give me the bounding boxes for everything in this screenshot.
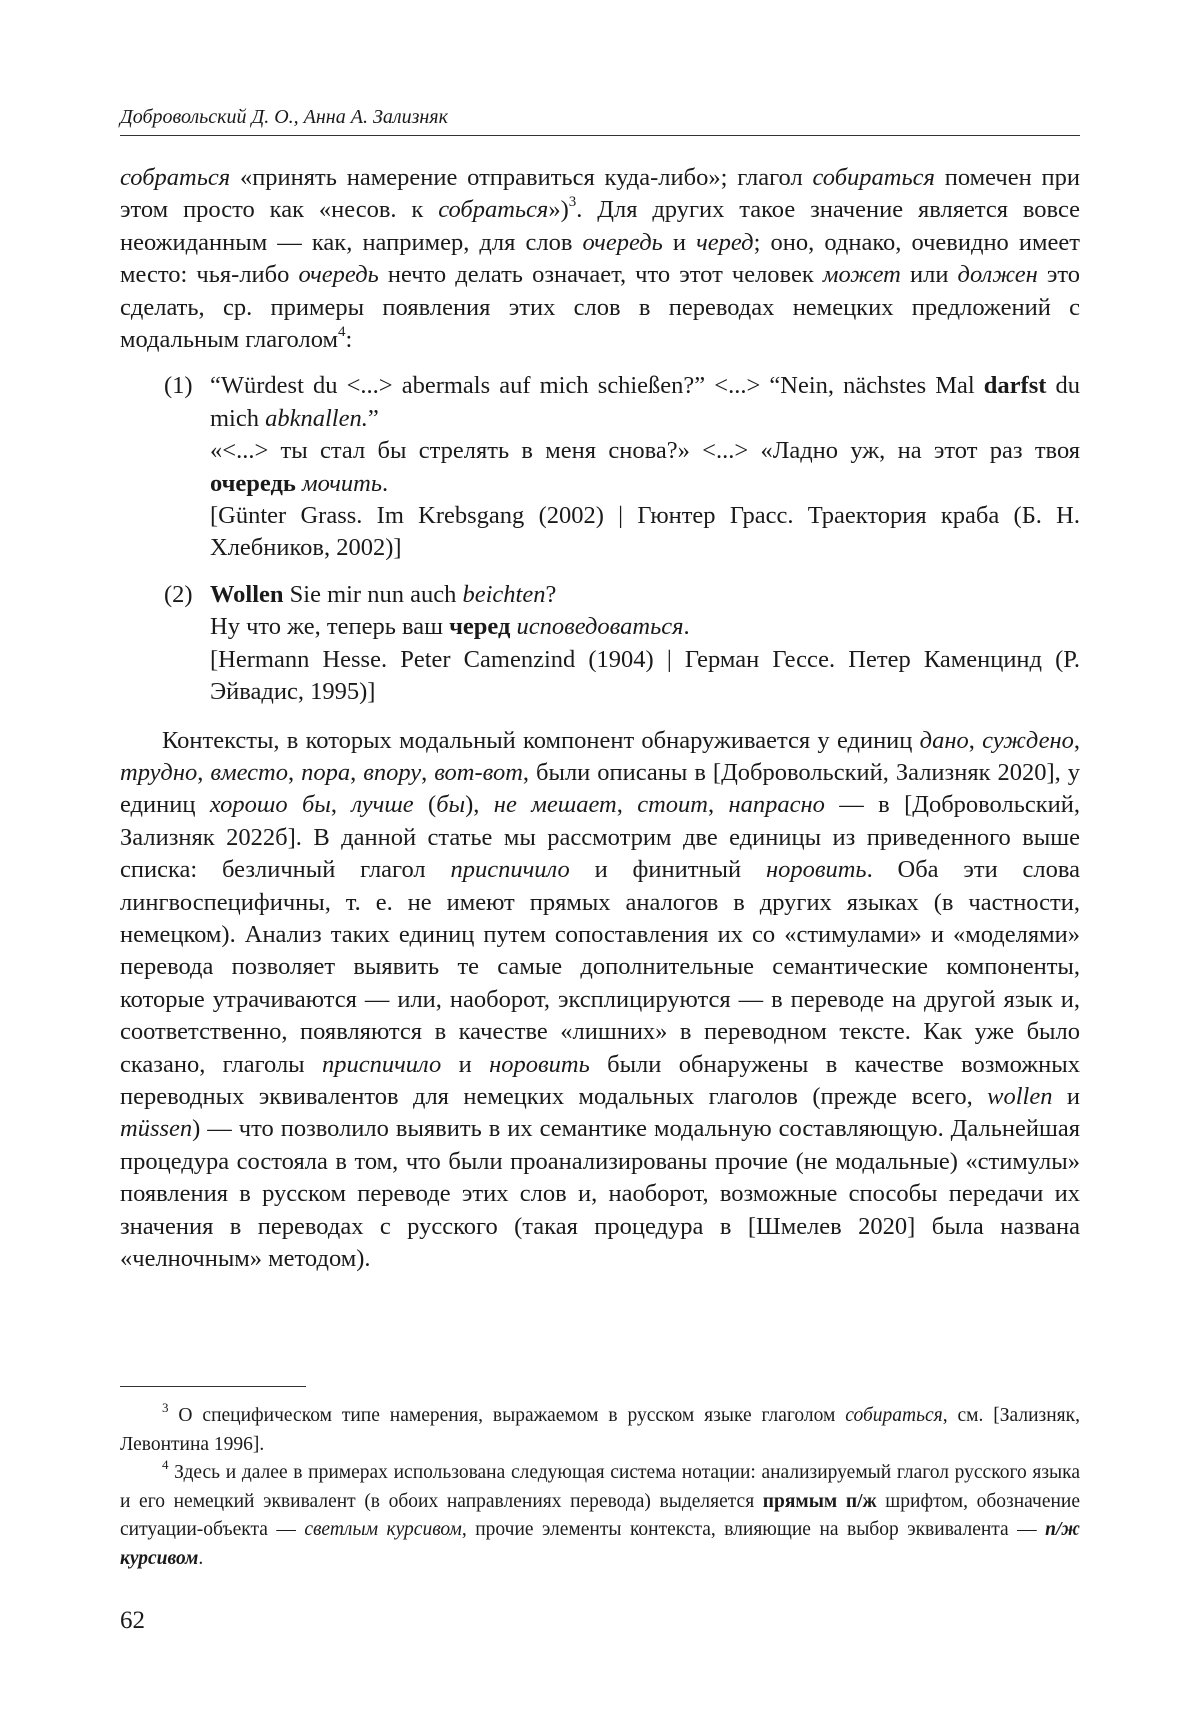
paragraph-2: Контексты, в которых модальный компонент обнаруживается у единиц дано, суждено, трудно, вместо, пора, впору, вот-вот, были описаны в [Добровольский, Зализняк 2020], у единиц хорошо бы, лучше (бы), не мешает, стоит, напрасно — в [Добровольский, Зализняк 2022б]. В данной статье мы рассмотрим две единицы из приведенного выше списка: безличный глагол приспичило и финитный норовить. Оба эти слова лингвоспецифичны, т. е. не имеют прямых аналогов в других языках (в частности, немецком). Анализ таких единиц путем сопоставления их со «стимулами» и «моделями» перевода позволяет выявить те самые дополнительные семантические компоненты, которые утрачиваются — или, наоборот, эксплицируются — в переводе на другой язык и, соответственно, появляются в качестве «лишних» в переводном тексте. Как уже было сказано, глаголы приспичило и норовить были обнаружены в качестве возможных переводных эквивалентов для немецких модальных глаголов (прежде всего, wollen и müssen) — что позволило выявить в их семантике модальную составляющую. Дальнейшая процедура состояла в том, что были проанализированы прочие (не модальные) «стимулы» появления в русском переводе этих слов и, наоборот, возможные способы передачи их значения в переводах с русского (такая процедура в [Шмелев 2020] была названа «челночным» методом). [120,726,1081,1272]
term: собраться [438,196,549,224]
term: черед [696,228,754,256]
example-german: Wollen Sie mir nun auch beichten? [210,580,557,608]
example-number: (1) [164,372,193,400]
body-text [120,162,1080,1275]
term: должен [957,261,1038,289]
example-number: (2) [164,580,193,608]
example-2 [164,579,1080,709]
term: собраться [120,164,231,191]
footnote-3: $^3$ О специфическом типе намерения, выражаемом в русском языке глаголом собираться, см. [Зализняк, Левонтина 1996]. [120,1399,1080,1455]
page-number: 62 [120,1607,145,1634]
running-header [120,105,1080,136]
example-source: [Günter Grass. Im Krebsgang (2002) | Гюнтер Грасс. Траектория краба (Б. Н. Хлебников, 2002)] [210,502,1080,562]
paragraph-1: собраться «принять намерение отправиться куда-либо»; глагол собираться помечен при этом просто как «несов. к собраться»)$^3$. Для других такое значение является вовсе неожиданным — как, например, для слов очередь и черед; оно, однако, очевидно имеет место: чья-либо очередь нечто делать означает, что этот человек может или должен это сделать, ср. примеры появления этих слов в переводах немецких предложений с модальным глаголом$^4$: [120,164,1081,354]
footnote-ref-3[interactable]: 3 [568,194,577,211]
example-1 [164,370,1080,564]
footnotes [120,1399,1081,1573]
term: может [822,261,901,289]
footnote-divider [120,1386,306,1387]
footnote-number: 4 [162,1456,169,1472]
example-russian: «<...> ты стал бы стрелять в меня снова?» <...> «Ладно уж, на этот раз твоя очередь мочить. [210,437,1080,497]
example-source: [Hermann Hesse. Peter Camenzind (1904) | Герман Гессе. Петер Каменцинд (Р. Эйвадис, 1995)] [210,645,1080,706]
footnote-ref-4[interactable]: 4 [338,323,346,340]
term: собираться [812,164,935,191]
running-title: Добровольский Д. О., Анна А. Зализняк [120,106,448,128]
example-russian: Ну что же, теперь ваш черед исповедоваться. [210,613,690,641]
example-german: “Würdest du <...> abermals auf mich schießen?” <...> “Nein, nächstes Mal darfst du mich abknallen.” [210,372,1080,432]
term: очередь [298,261,379,289]
footnote-number: 3 [162,1399,169,1415]
footnote-4: $^4$ Здесь и далее в примерах использована следующая система нотации: анализируемый глагол русского языка и его немецкий эквивалент (в обоих направлениях перевода) выделяется прямым п/ж шрифтом, обозначение ситуации-объекта — светлым курсивом, прочие элементы контекста, влияющие на выбор эквивалента — п/ж курсивом. [120,1456,1081,1569]
term: очередь [582,228,663,256]
